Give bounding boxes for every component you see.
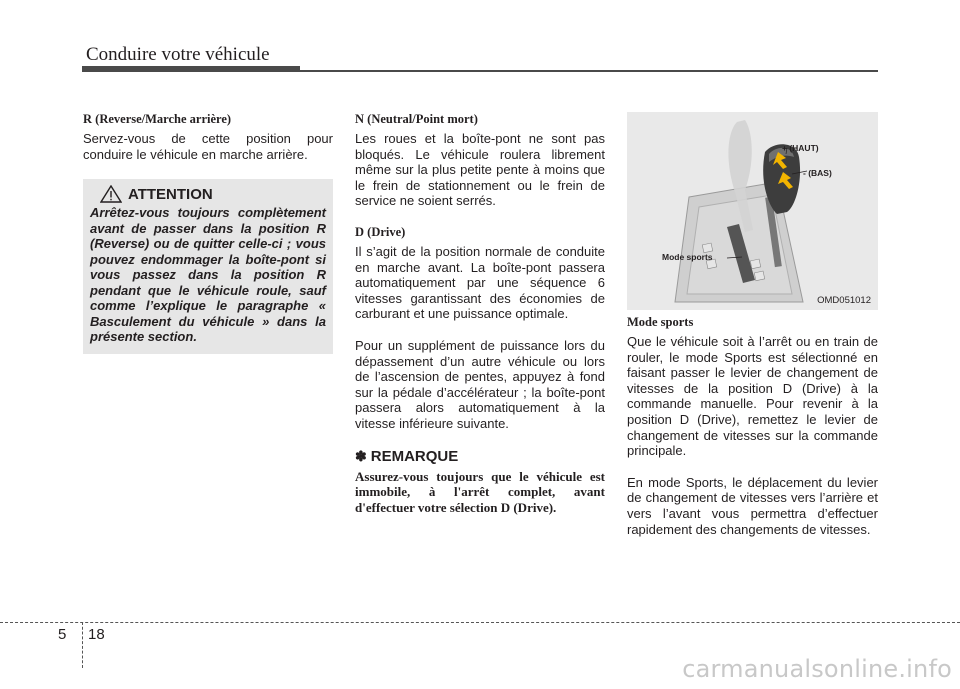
remark-heading <box>355 448 605 465</box>
warning-header <box>90 185 326 203</box>
page-header-title: Conduire votre véhicule <box>86 44 270 65</box>
neutral-section-title: N (Neutral/Point mort) <box>355 112 478 126</box>
figure-code: OMD051012 <box>817 295 871 306</box>
drive-section-text: Il s’agit de la position normale de conduite en marche avant. La boîte-pont passera automatiquement par une séquence 6 vitesses garantissant des économies de carburant et une puissance optimale. <box>355 243 605 322</box>
gear-shifter-figure <box>627 112 878 310</box>
column-middle <box>355 112 605 515</box>
gear-shifter-illustration <box>627 112 878 310</box>
figure-label-up: + (HAUT) <box>782 143 819 153</box>
warning-text: Arrêtez-vous toujours complètement avant de passer dans la position R (Reverse) ou de quitter celle-ci ; vous pouvez endommager la boîte-pont si vous passez dans la position R pendant que le véhicule roule, sauf comme l’explique le paragraphe « Basculement du véhicule » dans la présente section. <box>90 205 326 345</box>
footer-vertical-dash <box>82 622 83 668</box>
sports-section-text-2: En mode Sports, le déplacement du levier de changement de vitesses vers l’arrière et vers l’avant vous permettra d’effectuer rapidement des changements de vitesses. <box>627 474 878 537</box>
remark-star-icon: ✽ <box>355 447 367 464</box>
page-number: 18 <box>88 626 105 643</box>
remark-title: REMARQUE <box>370 447 459 465</box>
footer-dashed-rule <box>0 622 960 623</box>
column-right <box>627 112 878 553</box>
warning-title: ATTENTION <box>128 185 213 203</box>
header-rule-thick <box>82 66 300 72</box>
warning-box <box>83 179 333 354</box>
figure-label-mode: Mode sports <box>662 252 713 262</box>
drive-section-text-2: Pour un supplément de puissance lors du dépassement d’un autre véhicule ou lors de l’ascension de pentes, appuyez à fond sur la pédale d’accélérateur ; la boîte-pont passera alors automatiquement à la vitesse inférieure suivante. <box>355 337 605 431</box>
column-left <box>83 112 333 354</box>
neutral-section-text: Les roues et la boîte-pont ne sont pas bloqués. Le véhicule roulera librement même sur la plus petite pente à moins que le frein de stationnement ou le frein de service ne soient serrés. <box>355 131 605 209</box>
chapter-number: 5 <box>58 626 67 643</box>
remark-text: Assurez-vous toujours que le véhicule est immobile, à l'arrêt complet, avant d'effectuer votre sélection D (Drive). <box>355 468 605 515</box>
sports-section-text: Que le véhicule soit à l’arrêt ou en train de rouler, le mode Sports est sélectionné en faisant passer le levier de changement de vitesses de la position D (Drive) à la commande manuelle. Pour revenir à la position D (Drive), remettez le levier de changement de vitesses sur la commande principale. <box>627 334 878 459</box>
figure-label-down: - (BAS) <box>803 168 832 178</box>
header-rule-thin <box>300 70 878 72</box>
drive-section-title: D (Drive) <box>355 224 406 239</box>
reverse-section-title: R (Reverse/Marche arrière) <box>83 112 232 126</box>
warning-triangle-icon <box>100 185 122 203</box>
watermark-text: carmanualsonline.info <box>682 655 952 683</box>
reverse-section-text: Servez-vous de cette position pour conduire le véhicule en marche arrière. <box>83 131 333 162</box>
sports-section-title: Mode sports <box>627 315 694 329</box>
